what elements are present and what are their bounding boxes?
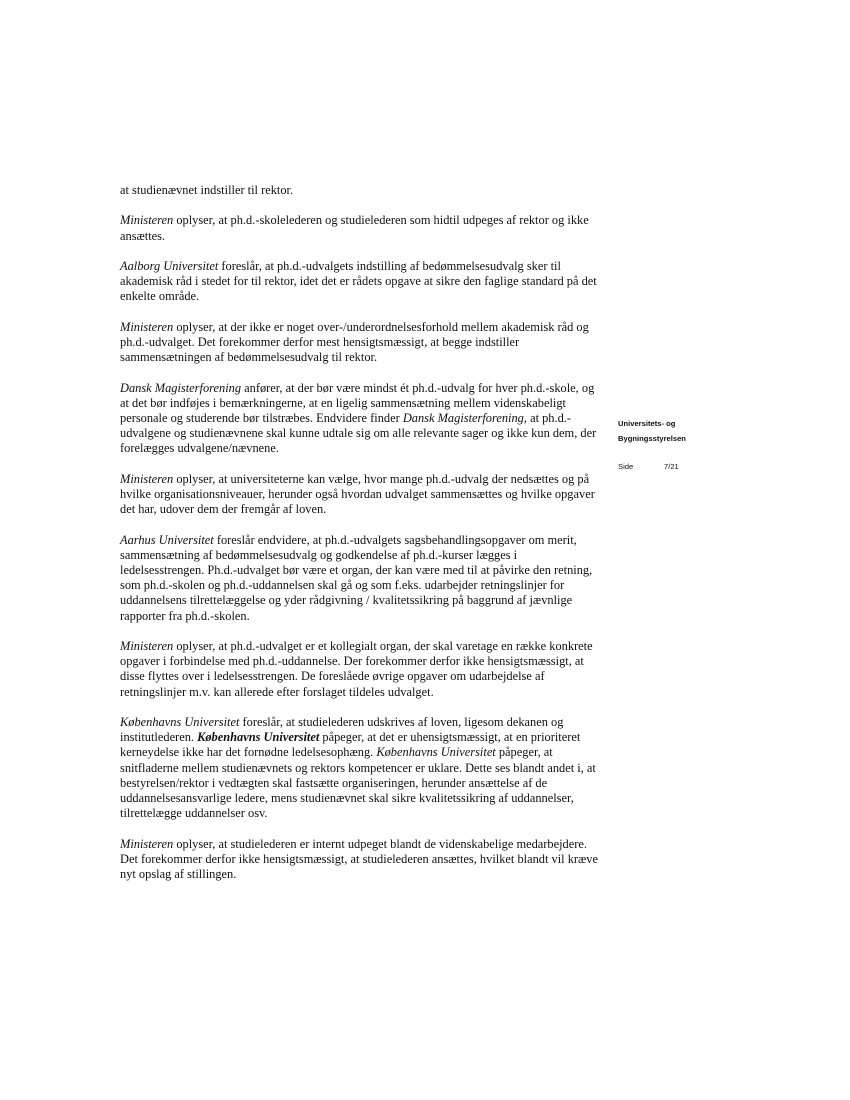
paragraph <box>120 472 600 518</box>
org-name-line-1: Universitets- og <box>618 419 676 428</box>
entity-name: Ministeren <box>120 213 174 228</box>
entity-name: Københavns Universitet <box>197 730 320 745</box>
paragraph-text: , at ph.d.-udvalgene og studienævnene skal kunne udtale sig om alle relevante sager og ikke kun dem, der forelægges udvalgene/nævnene. <box>120 410 597 456</box>
paragraph-text: påpeger, at det er uhensigtsmæssigt, at en prioriteret kerneydelse ikke har det fornødne ledelsesophæng. <box>120 730 581 760</box>
paragraph-text: foreslår, at studielederen udskrives af loven, ligesom dekanen og institutlederen. <box>120 714 564 745</box>
entity-name: Ministeren <box>120 471 174 486</box>
paragraph-text: oplyser, at ph.d.-skolelederen og studielederen som hidtil udpeges af rektor og ikke ansættes. <box>120 213 589 243</box>
paragraph <box>120 639 600 700</box>
org-name-line-2: Bygningsstyrelsen <box>618 434 686 443</box>
page-sidebar <box>618 416 686 471</box>
page-number <box>618 462 686 471</box>
entity-name: Københavns Universitet <box>120 714 240 729</box>
paragraph <box>120 259 600 305</box>
entity-name: Ministeren <box>120 319 174 334</box>
paragraph <box>120 213 600 243</box>
paragraph-text: at studienævnet indstiller til rektor. <box>120 183 294 197</box>
page-label: Side <box>618 462 634 471</box>
paragraph-text: oplyser, at der ikke er noget over-/underordnelsesforhold mellem akademisk råd og ph.d.-udvalget. Det forekommer derfor mest hensigtsmæssigt, at begge indstiller sammensætningen af bedømmelsesudvalg til rektor. <box>120 319 589 365</box>
entity-name: Københavns Universitet <box>376 745 496 760</box>
paragraph <box>120 183 600 198</box>
paragraph <box>120 715 600 821</box>
page-value: 7/21 <box>664 462 679 471</box>
paragraph <box>120 320 600 366</box>
paragraph-text: oplyser, at studielederen er internt udpeget blandt de videnskabelige medarbejdere. Det forekommer derfor ikke hensigtsmæssigt, at studielederen ansættes, hvilket blandt vil kræve nyt opslag af stillingen. <box>120 836 598 881</box>
entity-name: Dansk Magisterforening <box>120 380 242 395</box>
paragraph <box>120 381 600 457</box>
entity-name: Ministeren <box>120 638 174 653</box>
paragraph-text: påpeger, at snitfladerne mellem studienævnets og rektors kompetencer er uklare. Dette ses blandt andet i, at bestyrelsen/rektor i vedtægten skal fastsætte organiseringen, herunder ansættelse af de uddannelsesansvarlige ledere, mens studienævnet skal sikre kvalitetssikring af uddannelser, tilrettelægge uddannelser osv. <box>120 745 596 821</box>
paragraph-text: anfører, at der bør være mindst ét ph.d.-udvalg for hver ph.d.-skole, og at det bør indføjes i bemærkningerne, at en ligelig sammensætning mellem videnskabeligt personale og studerende bør tilstræbes. Endvidere finder <box>120 380 595 425</box>
paragraph-text: foreslår endvidere, at ph.d.-udvalgets sagsbehandlingsopgaver om merit, sammensætning af bedømmelsesudvalg og godkendelse af ph.d.-kurser lægges i ledelsesstrengen. Ph.d.-udvalget bør være et organ, der kan være med til at påvirke den retning, som ph.d.-skolen og ph.d.-uddannelsen skal gå og som f.eks. udarbejder retningslinjer for uddannelsens tilrettelæggelse og yder rådgivning / kvalitetssikring på baggrund af jævnlige rapporter fra ph.d.-skolen. <box>120 532 593 623</box>
entity-name: Dansk Magisterforening <box>402 410 524 425</box>
entity-name: Aarhus Universitet <box>120 532 214 547</box>
paragraph-text: foreslår, at ph.d.-udvalgets indstilling af bedømmelsesudvalg sker til akademisk råd i stedet for til rektor, idet det er rådets opgave at sikre den faglige standard på det enkelte område. <box>120 258 597 304</box>
entity-name: Aalborg Universitet <box>120 258 219 273</box>
paragraph <box>120 837 600 883</box>
paragraph-text: oplyser, at ph.d.-udvalget er et kollegialt organ, der skal varetage en række konkrete opgaver i forbindelse med ph.d.-uddannelse. Der forekommer derfor ikke hensigtsmæssigt, at disse flyttes over i ledelsesstrengen. De foreslåede øvrige opgaver om udarbejdelse af retningslinjer m.v. kan allerede efter forslaget tildeles udvalget. <box>120 638 593 699</box>
entity-name: Ministeren <box>120 836 174 851</box>
document-body <box>120 183 600 897</box>
paragraph-text: oplyser, at universiteterne kan vælge, hvor mange ph.d.-udvalg der nedsættes og på hvilke organisationsniveauer, herunder også hvordan udvalget sammensættes og hvilke opgaver det har, udover dem der fremgår af loven. <box>120 471 595 517</box>
paragraph <box>120 533 600 624</box>
